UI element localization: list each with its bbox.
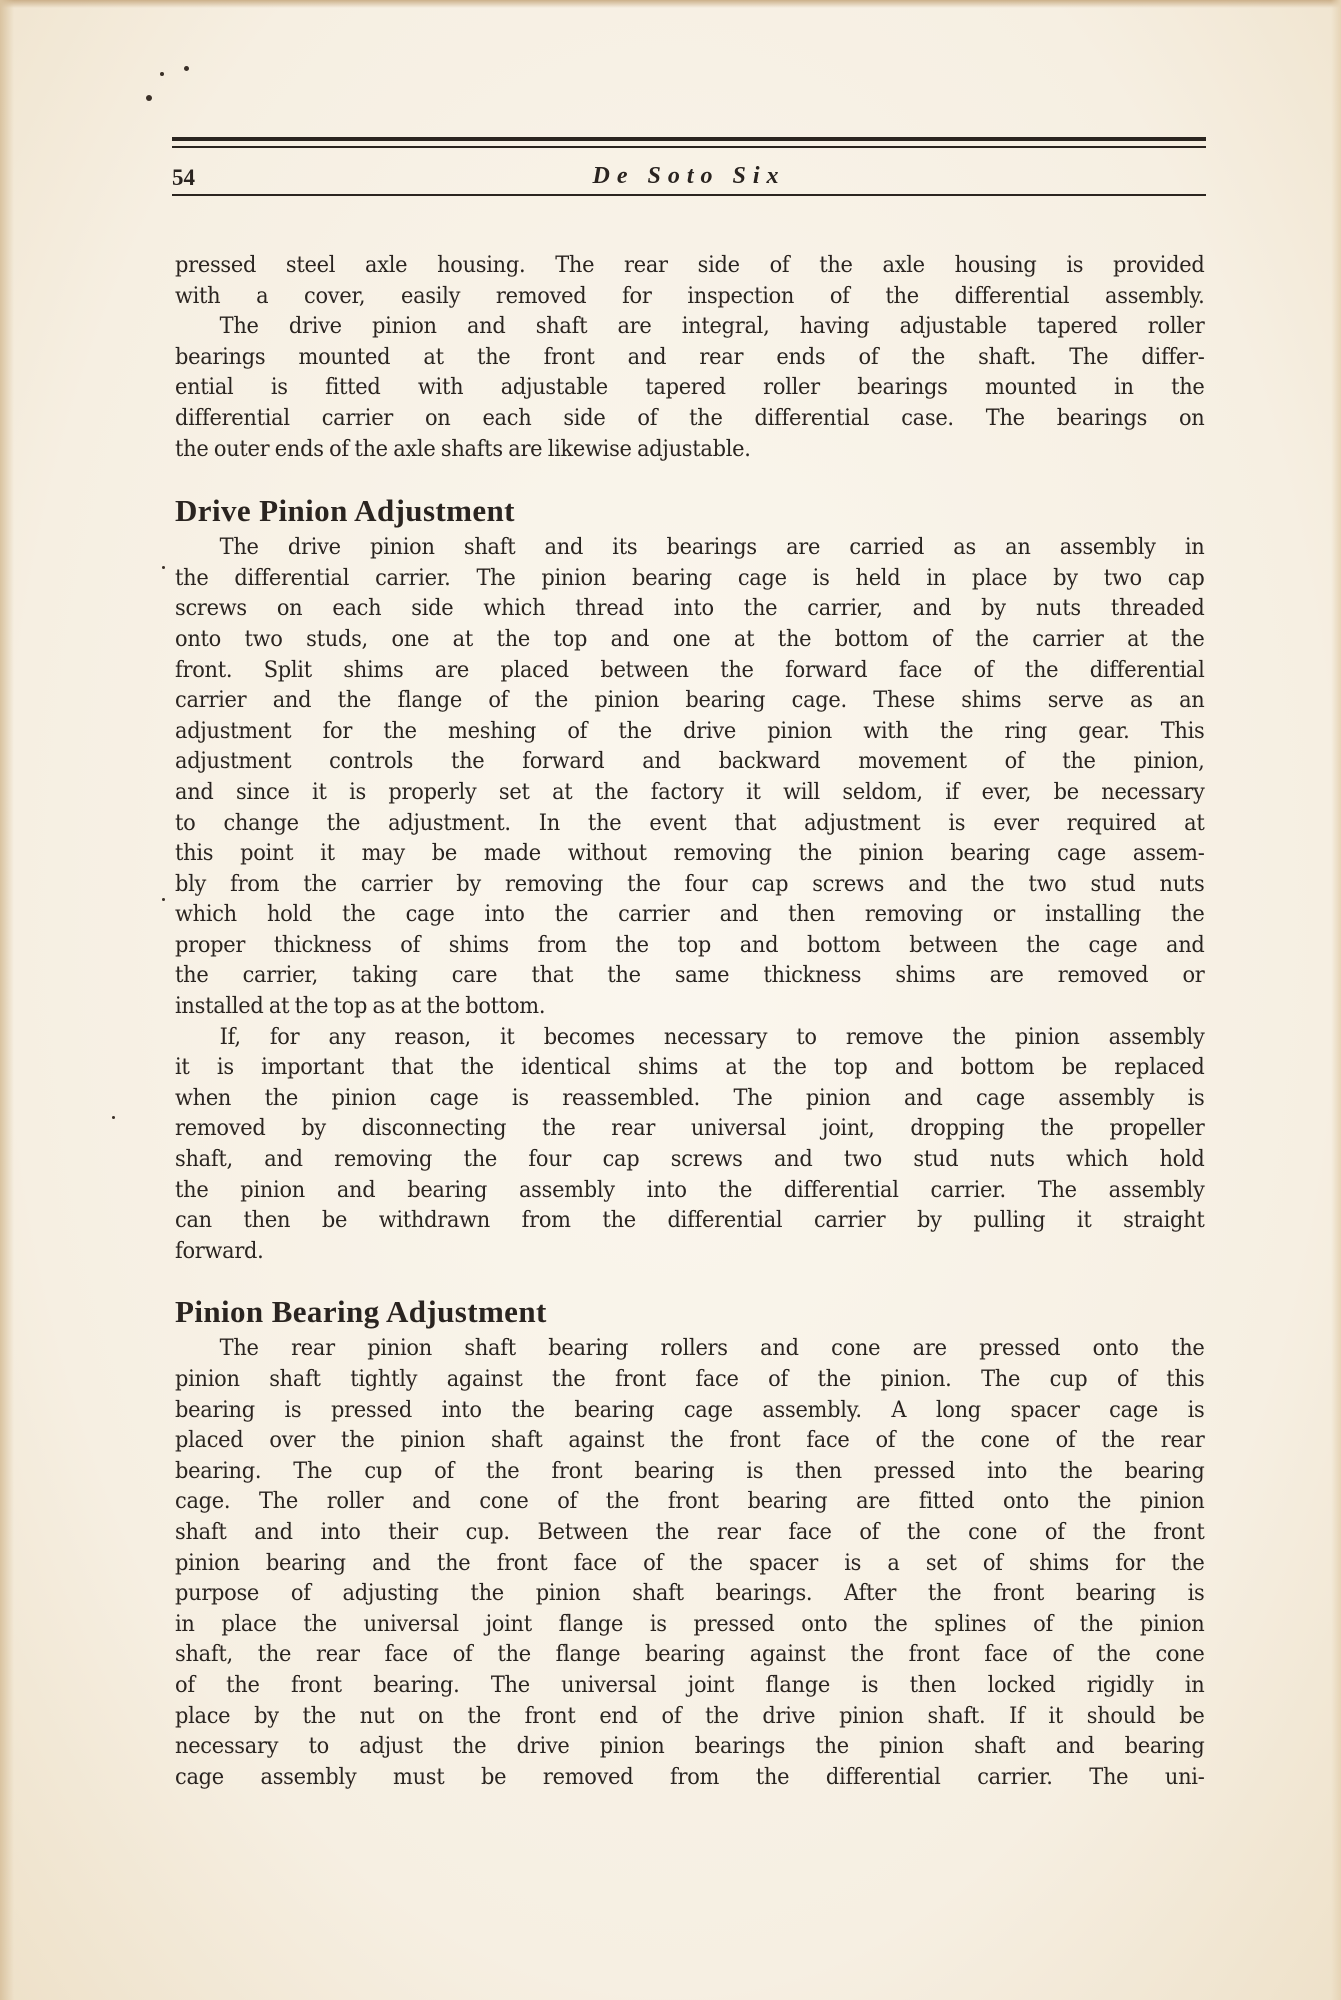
text-line: pressed steel axle housing. The rear side of the axle housing is provided bbox=[175, 252, 1205, 278]
text-line: front. Split shims are placed between the forward face of the differential bbox=[175, 656, 1205, 683]
text-line: the pinion and bearing assembly into the differential carrier. The assembly bbox=[175, 1176, 1205, 1203]
text-line: The drive pinion shaft and its bearings are carried as an assembly in bbox=[219, 534, 1205, 561]
text-line: ential is fitted with adjustable tapered roller bearings mounted in the bbox=[175, 374, 1205, 401]
drive-pinion-paragraph-1 bbox=[175, 532, 1205, 1022]
text-line: placed over the pinion shaft against the front face of the cone of the rear bbox=[175, 1427, 1205, 1454]
text-line: bearing. The cup of the front bearing is then pressed into the bearing bbox=[175, 1457, 1205, 1484]
text-line: shaft, and removing the four cap screws and two stud nuts which hold bbox=[175, 1146, 1205, 1173]
text-line: installed at the top as at the bottom. bbox=[175, 993, 546, 1020]
text-line: can then be withdrawn from the differential carrier by pulling it straight bbox=[175, 1207, 1205, 1234]
text-line: carrier and the flange of the pinion bearing cage. These shims serve as an bbox=[175, 687, 1205, 714]
text-line: with a cover, easily removed for inspection of the differential assembly. bbox=[175, 282, 1205, 309]
text-line: bly from the carrier by removing the four cap screws and the two stud nuts bbox=[175, 870, 1205, 897]
text-line: The rear pinion shaft bearing rollers and cone are pressed onto the bbox=[219, 1335, 1205, 1362]
text-line: in place the universal joint flange is pressed onto the splines of the pinion bbox=[175, 1610, 1205, 1637]
header-rule-bottom bbox=[172, 194, 1206, 196]
text-line: screws on each side which thread into the carrier, and by nuts threaded bbox=[175, 595, 1205, 622]
section-heading-drive-pinion: Drive Pinion Adjustment bbox=[175, 493, 515, 529]
intro-section bbox=[175, 250, 1205, 464]
header-rule-thin bbox=[172, 146, 1206, 148]
header-rule-thick bbox=[172, 137, 1206, 141]
text-line: differential carrier on each side of the differential case. The bearings on bbox=[175, 404, 1205, 431]
text-line: necessary to adjust the drive pinion bearings the pinion shaft and bearing bbox=[175, 1733, 1205, 1760]
text-line: adjustment for the meshing of the drive pinion with the ring gear. This bbox=[175, 717, 1205, 744]
text-line: cage assembly must be removed from the differential carrier. The uni- bbox=[175, 1763, 1205, 1790]
drive-pinion-paragraph-2 bbox=[175, 1022, 1205, 1267]
page-edge-right bbox=[1331, 0, 1341, 2000]
text-line: forward. bbox=[175, 1237, 264, 1264]
text-line: bearings mounted at the front and rear ends of the shaft. The differ- bbox=[175, 343, 1205, 370]
page-body bbox=[175, 250, 1205, 1792]
ink-speck bbox=[162, 566, 165, 569]
text-line: adjustment controls the forward and backward movement of the pinion, bbox=[175, 748, 1205, 775]
text-line: pinion shaft tightly against the front face of the pinion. The cup of this bbox=[175, 1366, 1205, 1392]
page-number: 54 bbox=[172, 165, 195, 190]
text-line: of the front bearing. The universal joint flange is then locked rigidly in bbox=[175, 1671, 1205, 1698]
text-line: it is important that the identical shims at the top and bottom be replaced bbox=[175, 1054, 1205, 1081]
text-line: which hold the cage into the carrier and then removing or installing the bbox=[175, 901, 1205, 928]
ink-speck bbox=[184, 66, 189, 71]
text-line: shaft and into their cup. Between the rear face of the cone of the front bbox=[175, 1518, 1205, 1545]
ink-speck bbox=[112, 1116, 115, 1119]
text-line: If, for any reason, it becomes necessary to remove the pinion assembly bbox=[219, 1023, 1205, 1050]
text-line: pinion bearing and the front face of the spacer is a set of shims for the bbox=[175, 1549, 1205, 1576]
text-line: when the pinion cage is reassembled. The pinion and cage assembly is bbox=[175, 1084, 1205, 1111]
text-line: purpose of adjusting the pinion shaft bearings. After the front bearing is bbox=[175, 1580, 1205, 1607]
intro-paragraph-1 bbox=[175, 250, 1205, 311]
text-line: the outer ends of the axle shafts are likewise adjustable. bbox=[175, 435, 751, 462]
text-line: bearing is pressed into the bearing cage assembly. A long spacer cage is bbox=[175, 1396, 1205, 1423]
text-line: the carrier, taking care that the same thickness shims are removed or bbox=[175, 962, 1205, 989]
page-edge-top bbox=[0, 0, 1341, 8]
pinion-bearing-section bbox=[175, 1295, 1205, 1792]
section-heading-pinion-bearing: Pinion Bearing Adjustment bbox=[175, 1294, 547, 1330]
running-title: De Soto Six bbox=[592, 163, 786, 189]
page-header bbox=[172, 137, 1206, 197]
text-line: the differential carrier. The pinion bearing cage is held in place by two cap bbox=[175, 564, 1205, 591]
text-line: removed by disconnecting the rear universal joint, dropping the propeller bbox=[175, 1115, 1205, 1142]
text-line: to change the adjustment. In the event that adjustment is ever required at bbox=[175, 809, 1205, 836]
text-line: The drive pinion and shaft are integral, having adjustable tapered roller bbox=[219, 313, 1205, 340]
text-line: proper thickness of shims from the top and bottom between the cage and bbox=[175, 931, 1205, 958]
intro-paragraph-2 bbox=[175, 311, 1205, 464]
text-line: cage. The roller and cone of the front bearing are fitted onto the pinion bbox=[175, 1488, 1205, 1515]
text-line: this point it may be made without removing the pinion bearing cage assem- bbox=[175, 840, 1205, 867]
ink-speck bbox=[146, 95, 152, 101]
ink-speck bbox=[162, 898, 165, 901]
pinion-bearing-paragraph-1 bbox=[175, 1333, 1205, 1792]
page-edge-left bbox=[0, 0, 14, 2000]
text-line: onto two studs, one at the top and one at the bottom of the carrier at the bbox=[175, 625, 1205, 652]
text-line: shaft, the rear face of the flange bearing against the front face of the cone bbox=[175, 1641, 1205, 1668]
drive-pinion-section bbox=[175, 494, 1205, 1266]
text-line: place by the nut on the front end of the drive pinion shaft. If it should be bbox=[175, 1702, 1205, 1729]
text-line: and since it is properly set at the factory it will seldom, if ever, be necessary bbox=[175, 778, 1205, 805]
ink-speck bbox=[160, 72, 164, 76]
